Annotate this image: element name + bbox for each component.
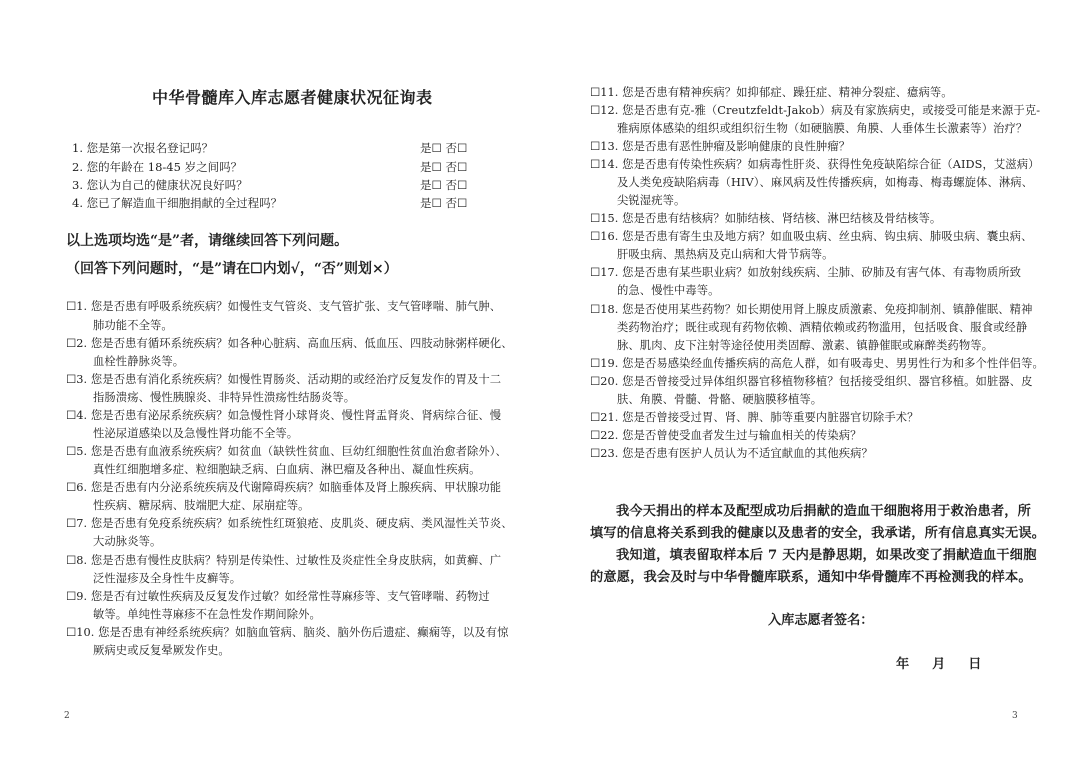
question-14[interactable]: ☐14. 您是否患有传染性疾病？如病毒性肝炎、获得性免疫缺陷综合征（AIDS，艾滋病） — [590, 158, 1040, 171]
question-18[interactable]: ☐18. 您是否使用某些药物？如长期使用肾上腺皮质激素、免疫抑制剂、镇静催眠、精神 — [590, 303, 1033, 316]
question-13[interactable]: ☐13. 您是否患有恶性肿瘤及影响健康的良性肿瘤？ — [590, 140, 851, 153]
question-9-cont: 敏等。单纯性荨麻疹不在急性发作期间除外。 — [93, 608, 321, 621]
declaration-line-4: 的意愿，我会及时与中华骨髓库联系，通知中华骨髓库不再检测我的样本。 — [590, 570, 1032, 585]
question-9[interactable]: ☐9. 您是否有过敏性疾病及反复发作过敏？如经常性荨麻疹等、支气管哮喘、药物过 — [66, 590, 490, 603]
intro-answer-1[interactable]: 是☐ 否☐ — [420, 141, 468, 155]
question-23[interactable]: ☐23. 您是否患有医护人员认为不适宜献血的其他疾病？ — [590, 447, 873, 460]
question-11[interactable]: ☐11. 您是否患有精神疾病？如抑郁症、躁狂症、精神分裂症、癔病等。 — [590, 86, 953, 99]
question-1[interactable]: ☐1. 您是否患有呼吸系统疾病？如慢性支气管炎、支气管扩张、支气管哮喘、肺气肿、 — [66, 300, 502, 313]
intro-question-1: 1. 您是第一次报名登记吗？ — [72, 141, 214, 155]
question-12-cont: 雅病原体感染的组织或组织衍生物（如硬脑膜、角膜、人垂体生长激素等）治疗？ — [617, 122, 1028, 135]
question-18-cont-2: 脉、肌肉、皮下注射等途径使用类固醇、激素、镇静催眠或麻醉类药物等。 — [617, 339, 994, 352]
question-1-cont: 肺功能不全等。 — [93, 319, 173, 332]
question-20-cont: 肤、角膜、骨髓、骨骼、硬脑膜移植等。 — [617, 393, 823, 406]
question-17-cont: 的急、慢性中毒等。 — [617, 284, 720, 297]
question-2-cont: 血栓性静脉炎等。 — [93, 355, 185, 368]
declaration-line-3: 我知道，填表留取样本后 7 天内是静思期，如果改变了捐献造血干细胞 — [616, 548, 1037, 563]
question-2[interactable]: ☐2. 您是否患有循环系统疾病？如各种心脏病、高血压病、低血压、四肢动脉粥样硬化、 — [66, 337, 513, 350]
question-19[interactable]: ☐19. 您是否易感染经血传播疾病的高危人群，如有吸毒史、男男性行为和多个性伴侣等。 — [590, 357, 1044, 370]
question-14-cont-1: 及人类免疫缺陷病毒（HIV）、麻风病及性传播疾病，如梅毒、梅毒螺旋体、淋病、 — [617, 176, 1034, 189]
question-3-cont: 指肠溃疡、慢性胰腺炎、非特异性溃疡性结肠炎等。 — [93, 391, 356, 404]
question-8-cont: 泛性湿疹及全身性牛皮癣等。 — [93, 572, 242, 585]
signature-label: 入库志愿者签名： — [768, 613, 874, 628]
instruction-marking: （回答下列问题时，“是”请在☐内划√，“否”则划×） — [66, 261, 398, 277]
instruction-continue: 以上选项均选“是”者，请继续回答下列问题。 — [66, 233, 349, 249]
question-5[interactable]: ☐5. 您是否患有血液系统疾病？如贫血（缺铁性贫血、巨幼红细胞性贫血治愈者除外）、 — [66, 445, 507, 458]
question-20[interactable]: ☐20. 您是否曾接受过异体组织器官移植物移植？包括接受组织、器官移植。如脏器、皮 — [590, 375, 1033, 388]
form-title: 中华骨髓库入库志愿者健康状况征询表 — [152, 88, 433, 107]
question-22[interactable]: ☐22. 您是否曾使受血者发生过与输血相关的传染病？ — [590, 429, 862, 442]
question-12[interactable]: ☐12. 您是否患有克-雅（Creutzfeldt-Jakob）病及有家族病史，或接受可能是来源于克- — [590, 104, 1041, 117]
question-15[interactable]: ☐15. 您是否患有结核病？如肺结核、肾结核、淋巴结核及骨结核等。 — [590, 212, 942, 225]
intro-question-4: 4. 您已了解造血干细胞捐献的全过程吗？ — [72, 196, 283, 210]
question-17[interactable]: ☐17. 您是否患有某些职业病？如放射线疾病、尘肺、矽肺及有害气体、有毒物质所致 — [590, 266, 1022, 279]
intro-question-2: 2. 您的年龄在 18-45 岁之间吗？ — [72, 160, 243, 174]
question-5-cont: 真性红细胞增多症、粒细胞缺乏病、白血病、淋巴瘤及各种出、凝血性疾病。 — [93, 463, 481, 476]
question-3[interactable]: ☐3. 您是否患有消化系统疾病？如慢性胃肠炎、活动期的或经治疗反复发作的胃及十二 — [66, 373, 502, 386]
question-6[interactable]: ☐6. 您是否患有内分泌系统疾病及代谢障碍疾病？如脑垂体及肾上腺疾病、甲状腺功能 — [66, 481, 502, 494]
date-line: 年 月 日 — [896, 657, 982, 672]
question-18-cont-1: 类药物治疗；既往或现有药物依赖、酒精依赖或药物滥用，包括吸食、服食或经静 — [617, 321, 1028, 334]
question-10-cont: 厥病史或反复晕厥发作史。 — [93, 644, 230, 657]
intro-answer-4[interactable]: 是☐ 否☐ — [420, 196, 468, 210]
intro-question-3: 3. 您认为自己的健康状况良好吗？ — [72, 178, 248, 192]
question-14-cont-2: 尖锐湿疣等。 — [617, 194, 686, 207]
question-16[interactable]: ☐16. 您是否患有寄生虫及地方病？如血吸虫病、丝虫病、钩虫病、肺吸虫病、囊虫病、 — [590, 230, 1033, 243]
page-number-left: 2 — [64, 711, 70, 721]
declaration-line-1: 我今天捐出的样本及配型成功后捐献的造血干细胞将用于救治患者，所 — [616, 504, 1032, 519]
right-page — [540, 0, 1080, 764]
question-7[interactable]: ☐7. 您是否患有免疫系统疾病？如系统性红斑狼疮、皮肌炎、硬皮病、类风湿性关节炎、 — [66, 517, 513, 530]
question-4[interactable]: ☐4. 您是否患有泌尿系统疾病？如急慢性肾小球肾炎、慢性肾盂肾炎、肾病综合征、慢 — [66, 409, 502, 422]
question-21[interactable]: ☐21. 您是否曾接受过胃、肾、脾、肺等重要内脏器官切除手术？ — [590, 411, 919, 424]
question-10[interactable]: ☐10. 您是否患有神经系统疾病？如脑血管病、脑炎、脑外伤后遗症、癫痫等，以及有惊 — [66, 626, 509, 639]
intro-answer-3[interactable]: 是☐ 否☐ — [420, 178, 468, 192]
question-4-cont: 性泌尿道感染以及急慢性肾功能不全等。 — [93, 427, 299, 440]
question-7-cont: 大动脉炎等。 — [93, 535, 162, 548]
question-16-cont: 肝吸虫病、黑热病及克山病和大骨节病等。 — [617, 248, 834, 261]
intro-answer-2[interactable]: 是☐ 否☐ — [420, 160, 468, 174]
question-6-cont: 性疾病、糖尿病、肢端肥大症、尿崩症等。 — [93, 499, 310, 512]
question-8[interactable]: ☐8. 您是否患有慢性皮肤病？特别是传染性、过敏性及炎症性全身皮肤病，如黄癣、广 — [66, 554, 502, 567]
page-number-right: 3 — [1012, 711, 1018, 721]
declaration-line-2: 填写的信息将关系到我的健康以及患者的安全，我承诺，所有信息真实无误。 — [590, 526, 1046, 541]
